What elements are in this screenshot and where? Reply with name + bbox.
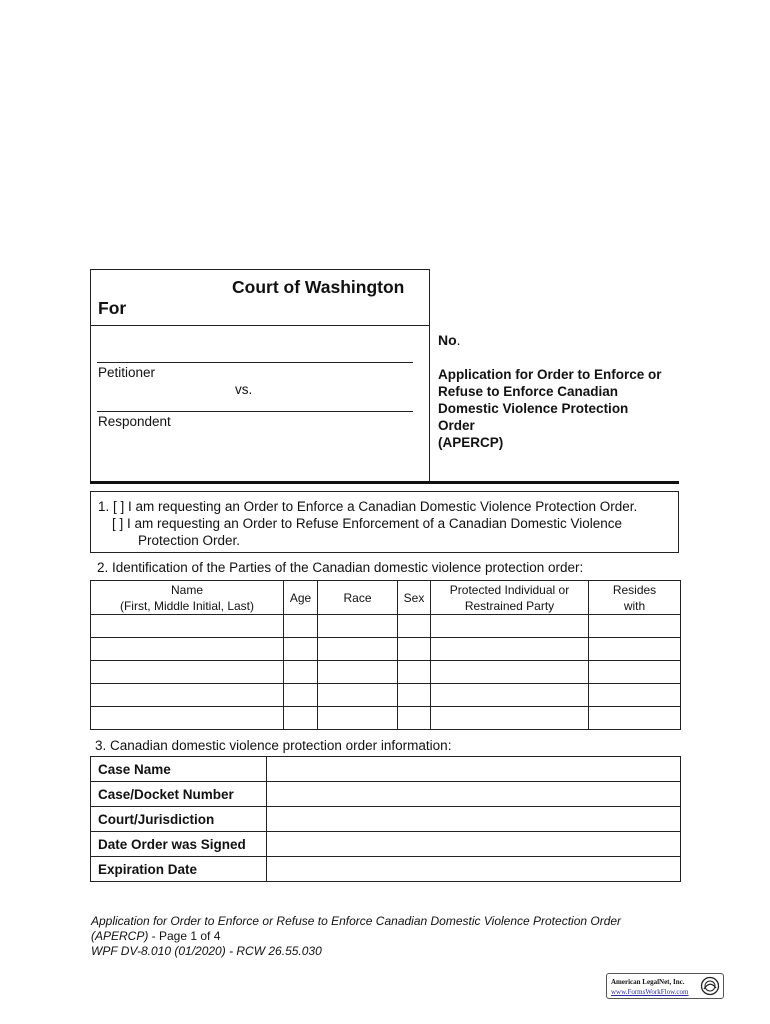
name-cell[interactable]	[91, 684, 284, 707]
table-row	[91, 615, 681, 638]
name-cell[interactable]	[91, 707, 284, 730]
race-cell[interactable]	[318, 707, 398, 730]
age-cell[interactable]	[284, 661, 318, 684]
case-name-field[interactable]	[267, 757, 681, 782]
party-cell[interactable]	[431, 661, 589, 684]
enforce-option[interactable]: 1. [ ] I am requesting an Order to Enforce a Canadian Domestic Violence Protection Order.	[98, 499, 638, 514]
sex-cell[interactable]	[398, 661, 431, 684]
resides-cell[interactable]	[589, 684, 681, 707]
party-cell[interactable]	[431, 638, 589, 661]
race-cell[interactable]	[318, 661, 398, 684]
party-cell[interactable]	[431, 615, 589, 638]
publisher-badge	[606, 973, 724, 999]
request-type-box	[90, 491, 679, 553]
caption-left-border	[90, 326, 91, 482]
age-cell[interactable]	[284, 707, 318, 730]
footer-page	[91, 929, 621, 944]
name-cell[interactable]	[91, 661, 284, 684]
name-cell[interactable]	[91, 615, 284, 638]
table-row	[91, 832, 681, 857]
for-label: For	[98, 298, 127, 318]
refuse-option-cont: Protection Order.	[138, 533, 241, 548]
expiration-date-label: Expiration Date	[91, 857, 267, 882]
table-row	[91, 638, 681, 661]
sex-cell[interactable]	[398, 638, 431, 661]
resides-cell[interactable]	[589, 615, 681, 638]
date-signed-label: Date Order was Signed	[91, 832, 267, 857]
publisher-link[interactable]: www.FormsWorkFlow.com	[611, 988, 689, 996]
resides-cell[interactable]	[589, 638, 681, 661]
page-footer	[91, 914, 621, 959]
no-text: No	[438, 332, 457, 348]
table-row	[91, 782, 681, 807]
party-cell[interactable]	[431, 707, 589, 730]
footer-form-number: WPF DV-8.010 (01/2020) - RCW 26.55.030	[91, 944, 322, 958]
expiration-date-field[interactable]	[267, 857, 681, 882]
footer-title: Application for Order to Enforce or Refuse to Enforce Canadian Domestic Violence Protection Order	[91, 914, 622, 928]
parties-header-row	[91, 581, 681, 615]
form-title	[438, 366, 678, 451]
docket-number-label: Case/Docket Number	[91, 782, 267, 807]
party-cell[interactable]	[431, 684, 589, 707]
age-cell[interactable]	[284, 638, 318, 661]
table-row	[91, 857, 681, 882]
refuse-option[interactable]: [ ] I am requesting an Order to Refuse Enforcement of a Canadian Domestic Violence	[112, 516, 623, 531]
race-cell[interactable]	[318, 684, 398, 707]
vs-label: vs.	[235, 382, 253, 397]
form-title-line: (APERCP)	[438, 435, 504, 450]
caption-divider	[429, 269, 430, 482]
col-protected-restrained: Protected Individual or Restrained Party	[431, 581, 589, 615]
respondent-line[interactable]	[97, 411, 413, 412]
age-cell[interactable]	[284, 684, 318, 707]
age-cell[interactable]	[284, 615, 318, 638]
form-title-line: Refuse to Enforce Canadian	[438, 384, 619, 399]
sex-cell[interactable]	[398, 707, 431, 730]
col-name: Name (First, Middle Initial, Last)	[91, 581, 284, 615]
date-signed-field[interactable]	[267, 832, 681, 857]
sex-cell[interactable]	[398, 615, 431, 638]
sex-cell[interactable]	[398, 684, 431, 707]
footer-acronym: (APERCP)	[91, 929, 149, 943]
col-race: Race	[318, 581, 398, 615]
order-info-table	[90, 756, 681, 882]
respondent-label: Respondent	[98, 414, 171, 429]
order-info-heading: 3. Canadian domestic violence protection order information:	[95, 738, 452, 753]
parties-heading: 2. Identification of the Parties of the Canadian domestic violence protection order:	[97, 560, 584, 575]
case-name-label: Case Name	[91, 757, 267, 782]
col-age: Age	[284, 581, 318, 615]
table-row	[91, 661, 681, 684]
form-title-line: Domestic Violence Protection	[438, 401, 629, 416]
name-cell[interactable]	[91, 638, 284, 661]
jurisdiction-label: Court/Jurisdiction	[91, 807, 267, 832]
form-title-line: Order	[438, 418, 475, 433]
table-row	[91, 807, 681, 832]
form-title-line: Application for Order to Enforce or	[438, 367, 662, 382]
col-resides-with: Resides with	[589, 581, 681, 615]
court-title: Court of Washington	[232, 277, 405, 297]
race-cell[interactable]	[318, 615, 398, 638]
parties-table	[90, 580, 681, 730]
table-row	[91, 707, 681, 730]
footer-page-number: - Page 1 of 4	[148, 929, 221, 943]
petitioner-label: Petitioner	[98, 365, 156, 380]
publisher-logo-icon	[700, 976, 720, 996]
table-row	[91, 684, 681, 707]
docket-number-field[interactable]	[267, 782, 681, 807]
resides-cell[interactable]	[589, 707, 681, 730]
resides-cell[interactable]	[589, 661, 681, 684]
case-number-label	[438, 332, 461, 348]
petitioner-line[interactable]	[97, 362, 413, 363]
caption-bottom-rule	[90, 481, 679, 484]
table-row	[91, 757, 681, 782]
jurisdiction-field[interactable]	[267, 807, 681, 832]
no-suffix: .	[456, 332, 461, 348]
publisher-name: American LegalNet, Inc.	[611, 978, 685, 986]
col-sex: Sex	[398, 581, 431, 615]
race-cell[interactable]	[318, 638, 398, 661]
